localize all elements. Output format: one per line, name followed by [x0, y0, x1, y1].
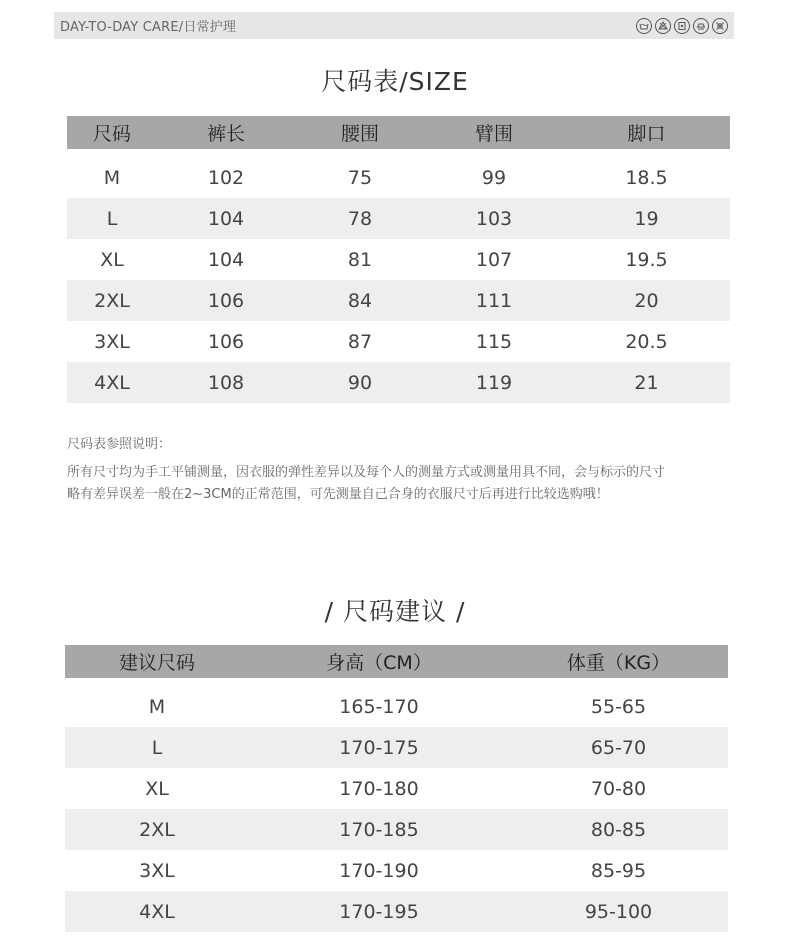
table-cell: 3XL	[65, 850, 249, 891]
table-cell: 4XL	[65, 891, 249, 932]
header-cell: 尺码	[67, 116, 157, 149]
recommendation-table	[65, 645, 728, 932]
table-row	[67, 280, 730, 321]
table-cell: 99	[425, 157, 563, 198]
header-cell: 建议尺码	[65, 645, 249, 678]
header-cell: 脚口	[563, 116, 730, 149]
table-cell: 85-95	[509, 850, 728, 891]
table-cell: 65-70	[509, 727, 728, 768]
table-row	[65, 891, 728, 932]
table-cell: 84	[295, 280, 425, 321]
table-cell: M	[67, 157, 157, 198]
table-cell: 119	[425, 362, 563, 403]
table-row	[67, 198, 730, 239]
header-cell: 腰围	[295, 116, 425, 149]
table-cell: 55-65	[509, 686, 728, 727]
table-cell: XL	[65, 768, 249, 809]
table-cell: 170-185	[249, 809, 509, 850]
wash-icon	[636, 18, 652, 34]
table-cell: 19.5	[563, 239, 730, 280]
table-cell: L	[67, 198, 157, 239]
table-cell: 87	[295, 321, 425, 362]
table-cell: 111	[425, 280, 563, 321]
table-row	[65, 850, 728, 891]
size-chart-header-row	[67, 116, 730, 149]
table-cell: 21	[563, 362, 730, 403]
header-cell: 身高（CM）	[249, 645, 509, 678]
table-cell: 20	[563, 280, 730, 321]
size-chart-title: 尺码表/SIZE	[321, 67, 469, 96]
table-cell: 115	[425, 321, 563, 362]
table-row	[67, 321, 730, 362]
notes-line: 略有差异误差一般在2~3CM的正常范围，可先测量自己合身的衣服尺寸后再进行比较选购哦！	[67, 487, 609, 502]
care-bar	[54, 12, 734, 39]
table-cell: 102	[157, 157, 295, 198]
recommendation-header-row	[65, 645, 728, 678]
table-row	[67, 362, 730, 403]
table-cell: 106	[157, 280, 295, 321]
table-cell: 170-195	[249, 891, 509, 932]
table-row	[67, 157, 730, 198]
table-cell: 104	[157, 239, 295, 280]
table-cell: 2XL	[65, 809, 249, 850]
table-row	[65, 727, 728, 768]
table-cell: XL	[67, 239, 157, 280]
table-cell: 70-80	[509, 768, 728, 809]
table-cell: 106	[157, 321, 295, 362]
table-cell: 19	[563, 198, 730, 239]
care-title: DAY-TO-DAY CARE/日常护理	[60, 20, 237, 35]
table-cell: 170-175	[249, 727, 509, 768]
recommendation-title: / 尺码建议 /	[324, 597, 466, 626]
size-chart-table	[67, 116, 730, 403]
table-cell: 4XL	[67, 362, 157, 403]
no-tumble-dry-icon	[712, 18, 728, 34]
table-row	[65, 686, 728, 727]
table-cell: 95-100	[509, 891, 728, 932]
table-cell: 78	[295, 198, 425, 239]
header-cell: 体重（KG）	[509, 645, 728, 678]
table-cell: 108	[157, 362, 295, 403]
care-icons	[636, 18, 728, 34]
table-cell: 3XL	[67, 321, 157, 362]
table-cell: 170-180	[249, 768, 509, 809]
table-cell: 165-170	[249, 686, 509, 727]
notes-heading: 尺码表参照说明：	[67, 437, 172, 452]
table-row	[67, 239, 730, 280]
table-cell: 20.5	[563, 321, 730, 362]
table-cell: 90	[295, 362, 425, 403]
table-cell: 107	[425, 239, 563, 280]
table-cell: 81	[295, 239, 425, 280]
table-cell: L	[65, 727, 249, 768]
size-notes	[67, 434, 747, 506]
table-cell: 2XL	[67, 280, 157, 321]
iron-icon	[674, 18, 690, 34]
table-cell: 18.5	[563, 157, 730, 198]
table-cell: 80-85	[509, 809, 728, 850]
table-cell: M	[65, 686, 249, 727]
table-row	[65, 809, 728, 850]
header-cell: 臂围	[425, 116, 563, 149]
notes-line: 所有尺寸均为手工平铺测量，因衣服的弹性差异以及每个人的测量方式或测量用具不同，会与标示的尺寸	[67, 465, 666, 480]
table-cell: 103	[425, 198, 563, 239]
no-bleach-icon	[655, 18, 671, 34]
header-cell: 裤长	[157, 116, 295, 149]
table-row	[65, 768, 728, 809]
dry-clean-icon	[693, 18, 709, 34]
table-cell: 170-190	[249, 850, 509, 891]
table-cell: 104	[157, 198, 295, 239]
table-cell: 75	[295, 157, 425, 198]
